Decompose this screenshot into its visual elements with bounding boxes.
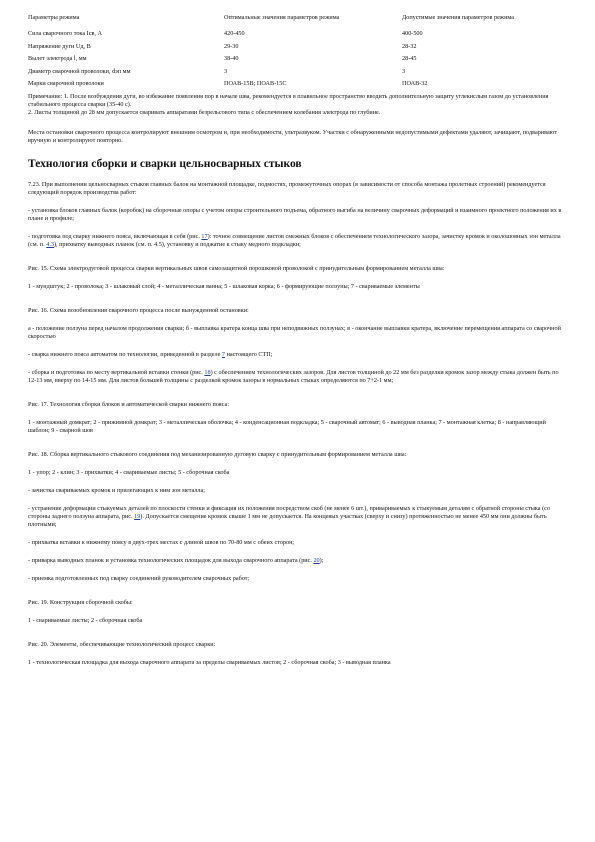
table-note-1: Примечание: 1. После возбуждения дуги, во избежание появления пор в начале шва, рекомендуется в плавильное пространство вводить дополнительную защиту углекислым газом до установления стабильного процесса сварки (35-40 с). [28,92,549,108]
figure-17-legend: 1 - монтажный домкрат; 2 - прижимной домкрат; 3 - металлическая оболочка; 4 - конденсационная подкладка; 5 - сварочный автомат; 6 - выводная планка; 7 - монтажная клетка; 8 - направляющий шаблон; 9 - сварной шов [28,418,546,434]
table-cell: Сила сварочного тока Iсв, А [28,30,102,37]
step-weld-bottom-flange [28,351,565,359]
figure-18-legend: 1 - упор; 2 - клин; 3 - прихватки; 4 - свариваемые листы; 5 - сборочная скоба [28,468,230,476]
step-tack-insert: - прихватка вставки к нижнему поясу в двух-трех местах с длиной швов по 70-80 мм с обеих сторон; [28,538,295,546]
link-section-4-3[interactable]: 4.3 [46,240,54,248]
text-span: ): точное совмещение листов смежных блоков с обеспечением технологического зазора, зачистку кромок и околошовных зон металла (см. п. [28,232,561,248]
intro-paragraph: Места остановки сварочного процесса контролируют внешним осмотром и, при необходимости, ультразвуком. Участки с обнаруженными недопустимыми дефектами удаляют, зачищают, подваривают вручную и контролируют повторно. [28,128,557,144]
step-assemble-web-insert [28,369,565,385]
table-note-2: 2. Листы толщиной до 28 мм допускается сваривать аппаратами безрельсового типа с обеспечением колебания электрода по глубине. [28,108,381,116]
paragraph-7-23: 7.23. При выполнении цельносварных стыков главных балок на монтажной площадке, подмостях, промежуточных опорах (в зависимости от способа монтажа пролетных строений) рекомендуется следующий порядок производства работ: [28,180,546,196]
table-cell: 28-32 [402,42,417,50]
table-row [28,55,565,68]
text-span: - устранение деформации стыкуемых деталей по плоскости стенки и фиксация их положения посредством скоб (не менее 6 шт.), привариваемых к стыкуемым деталям с обратной стороны стыка (со стороны заднего ползуна аппарата, рис. [28,504,551,520]
table-header-row [28,14,565,30]
figure-16-caption: Рис. 16. Схема возобновления сварочного процесса после вынужденной остановки: [28,306,249,314]
text-span: ). Допускается смещение кромок свыше 1 мм не допускается. На концевых участках (сверху и снизу) протяженностью не менее 450 мм они должны быть плотными; [28,512,547,528]
step-weld-tabs [28,557,565,565]
table-cell: Напряжение дуги Uд, В [28,42,91,50]
table-row [28,43,565,56]
table-cell: Марки сварочной проволоки [28,80,104,88]
table-cell: 3 [224,67,228,75]
step-acceptance: - приемка подготовленных под сварку соединений руководителем сварочных работ; [28,574,250,582]
table-cell: 3 [402,67,406,75]
table-cell: 400-500 [402,30,423,37]
table-cell: ПОАВ-32 [402,80,428,88]
table-header-cell: Допустимые значения параметров режима [402,14,515,21]
table-row [28,30,565,43]
step-prepare-bottom-flange [28,233,565,249]
figure-17-caption: Рис. 17. Технология сборки блоков и автоматической сварки нижнего пояса: [28,400,229,408]
link-section-7[interactable]: 7 [221,350,226,358]
figure-15-caption: Рис. 15. Схема электродуговой процесса сварки вертикальных швов самозащитной порошковой проволокой с принудительным формированием металла шва: [28,264,445,272]
text-span: - сварка нижнего пояса автоматом по технологии, приведенной в разделе [28,350,222,358]
step-clean-edges: - зачистка свариваемых кромок и прилегающих к ним зон металла; [28,486,205,494]
table-cell: Вылет электрода l, мм [28,55,87,63]
section-heading: Технология сборки и сварки цельносварных стыков [28,157,302,170]
parameters-table [28,14,565,93]
text-span: ), прихватку выводных планок (см. п. 4.5), установку и поджатие к стыку медного подкладки; [53,240,301,248]
figure-20-caption: Рис. 20. Элементы, обеспечивающие технологический процесс сварки: [28,640,216,648]
text-span: - приварка выводных планок и установка технологических площадок для выхода сварочного аппарата (рис. [28,556,314,564]
step-fix-deformation [28,505,565,529]
step-install-blocks: - установка блоков главных балок (коробок) на сборочные опоры с учетом опоры строительного подъема, обратного выгиба на величину сварочных деформаций и взаимного проектного положения их в плане и профиле; [28,206,562,222]
figure-16-legend: а - положение ползуна перед началом продолжения сварки; б - выплавка кратера конца шва при неподвижных ползунах; в - окончание выплавки кратера, включение перемещения аппарата со сварочной скоростью [28,324,561,340]
link-fig-17[interactable]: 17 [201,232,208,240]
text-span: - подготовка под сварку нижнего пояса, включающая в себя (рис. [28,232,202,240]
table-cell: ПОАВ-15В; ПОАВ-15С [224,80,287,88]
table-row [28,80,565,93]
text-span: - сборка и подготовка по месту вертикальной вставки стенки (рис. [28,368,205,376]
table-header-cell: Параметры режима [28,14,80,21]
link-fig-18[interactable]: 18 [204,368,211,376]
link-fig-20[interactable]: 20 [313,556,320,564]
text-span: ) с обеспечением технологических зазоров. Для листов толщиной до 22 мм без разделки кромок зазор между стыка должен быть по 12-13 мм, вверху по 14-15 мм. Для листов большей толщины с разделкой кромок зазоры в нормальных стыках определяются по 7+2-1 мм; [28,368,559,384]
table-cell: 29-30 [224,42,239,50]
figure-15-legend: 1 - мундштук; 2 - проволока; 3 - шлаковый слой; 4 - металлическая ванна; 5 - шлаковая корка; 6 - формирующие ползуны; 7 - свариваемые элементы [28,282,420,290]
table-cell: Диаметр сварочной проволоки, dэп мм [28,67,131,75]
figure-19-legend: 1 - свариваемые листы; 2 - сборочная скоба [28,616,143,624]
text-span: настоящего СТП; [225,350,273,358]
table-cell: 28-45 [402,55,417,63]
link-fig-19[interactable]: 19 [134,512,141,520]
table-header-cell: Оптимальные значения параметров режима [224,14,340,21]
table-cell: 38-40 [224,55,239,63]
text-span: ); [319,556,324,564]
figure-19-caption: Рис. 19. Конструкция сборочной скобы: [28,598,133,606]
figure-20-legend: 1 - технологическая площадка для выхода сварочного аппарата за пределы свариваемых листов; 2 - сборочная скоба; 3 - выводная планка [28,658,391,666]
document-page [28,14,565,667]
table-row [28,68,565,81]
table-cell: 420-450 [224,30,245,37]
figure-18-caption: Рис. 18. Сборка вертикального стыкового соединения под механизированную дуговую сварку с принудительным формированием металла шва: [28,450,407,458]
